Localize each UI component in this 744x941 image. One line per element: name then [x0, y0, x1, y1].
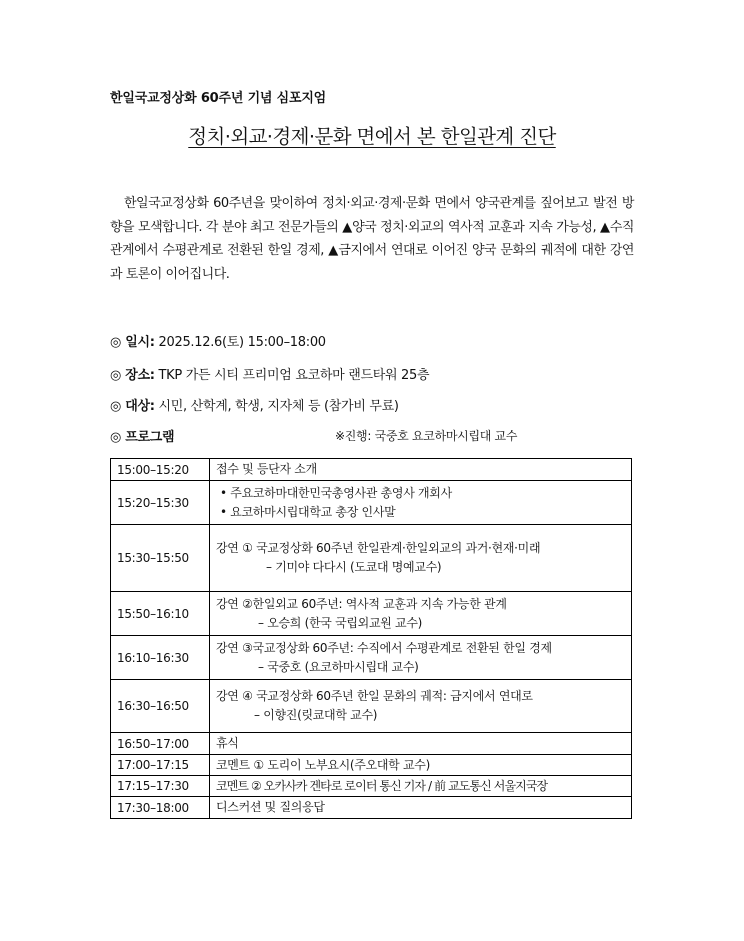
content-cell: [210, 797, 632, 819]
content-line: 휴식: [216, 736, 239, 750]
content-line: 디스커션 및 질의응답: [216, 800, 325, 814]
content-line: 코멘트 ② 오카사카 겐타로 로이터 통신 기자 / 前 교도통신 서울지국장: [216, 778, 548, 793]
time-cell: 15:20–15:30: [111, 481, 210, 525]
table-row: [111, 755, 632, 776]
info-target: [110, 395, 399, 414]
page-title-text: 정치·외교·경제·문화 면에서 본 한일관계 진단: [188, 125, 556, 148]
time-cell: 15:00–15:20: [111, 459, 210, 481]
time-cell: 15:30–15:50: [111, 525, 210, 592]
content-line: – 기미야 다다시 (도쿄대 명예교수): [266, 560, 442, 574]
date-value: 2025.12.6(토) 15:00–18:00: [158, 335, 326, 350]
content-line: – 이향진(릿쿄대학 교수): [254, 708, 378, 722]
info-date: [110, 331, 326, 350]
content-cell: [210, 776, 632, 797]
time-cell: 17:30–18:00: [111, 797, 210, 819]
content-cell: [210, 525, 632, 592]
time-cell: 16:10–16:30: [111, 636, 210, 680]
table-row: [111, 481, 632, 525]
time-cell: 16:50–17:00: [111, 733, 210, 755]
content-cell: [210, 481, 632, 525]
place-value: TKP 가든 시티 프리미엄 요코하마 랜드타워 25층: [158, 368, 430, 383]
table-row: [111, 592, 632, 636]
time-cell: 17:00–17:15: [111, 755, 210, 776]
program-table: [110, 458, 632, 819]
content-cell: [210, 733, 632, 755]
content-line: 강연 ① 국교정상화 60주년 한일관계·한일외교의 과거·현재·미래: [216, 541, 541, 555]
page-title: [0, 121, 744, 149]
time-cell: 16:30–16:50: [111, 680, 210, 733]
content-line: • 주요코하마대한민국총영사관 총영사 개회사: [220, 485, 452, 500]
content-cell: [210, 592, 632, 636]
intro-paragraph: [110, 192, 634, 286]
time-cell: 15:50–16:10: [111, 592, 210, 636]
table-row: [111, 776, 632, 797]
content-line: • 요코하마시립대학교 총장 인사말: [220, 504, 396, 519]
time-cell: 17:15–17:30: [111, 776, 210, 797]
intro-text: 한일국교정상화 60주년을 맞이하여 정치·외교·경제·문화 면에서 양국관계를 짚어보고 발전 방향을 모색합니다. 각 분야 최고 전문가들의 ▲양국 정치·외교의 역사적 교훈과 지속 가능성, ▲수직관계에서 수평관계로 전환된 한일 경제, ▲금지에서 연대로 이어진 양국 문화의 궤적에 대한 강연과 토론이 이어집니다.: [110, 196, 634, 282]
table-row: [111, 680, 632, 733]
target-label: ◎ 대상:: [110, 399, 155, 414]
content-cell: [210, 636, 632, 680]
table-row: [111, 525, 632, 592]
content-line: 강연 ④ 국교정상화 60주년 한일 문화의 궤적: 금지에서 연대로: [216, 689, 533, 703]
content-line: 강연 ②한일외교 60주년: 역사적 교훈과 지속 가능한 관계: [216, 596, 507, 611]
content-line: 접수 및 등단자 소개: [216, 462, 317, 476]
info-program: [110, 426, 174, 445]
moderator-note: ※진행: 국중호 요코하마시립대 교수: [335, 429, 518, 443]
content-cell: [210, 680, 632, 733]
table-row: [111, 459, 632, 481]
content-cell: [210, 459, 632, 481]
place-label: ◎ 장소:: [110, 368, 155, 383]
info-place: [110, 364, 429, 383]
table-row: [111, 636, 632, 680]
table-row: [111, 797, 632, 819]
content-line: 코멘트 ① 도리이 노부요시(주오대학 교수): [216, 757, 430, 772]
content-line: 강연 ③국교정상화 60주년: 수직에서 수평관계로 전환된 한일 경제: [216, 640, 552, 655]
content-line: – 국중호 (요코하마시립대 교수): [258, 659, 419, 674]
date-label: ◎ 일시:: [110, 335, 155, 350]
content-line: – 오승희 (한국 국립외교원 교수): [258, 615, 423, 630]
event-subtitle: 한일국교정상화 60주년 기념 심포지엄: [110, 91, 327, 106]
table-row: [111, 733, 632, 755]
target-value: 시민, 산학계, 학생, 지자체 등 (참가비 무료): [158, 399, 399, 414]
content-cell: [210, 755, 632, 776]
program-label: ◎ 프로그램: [110, 430, 175, 445]
